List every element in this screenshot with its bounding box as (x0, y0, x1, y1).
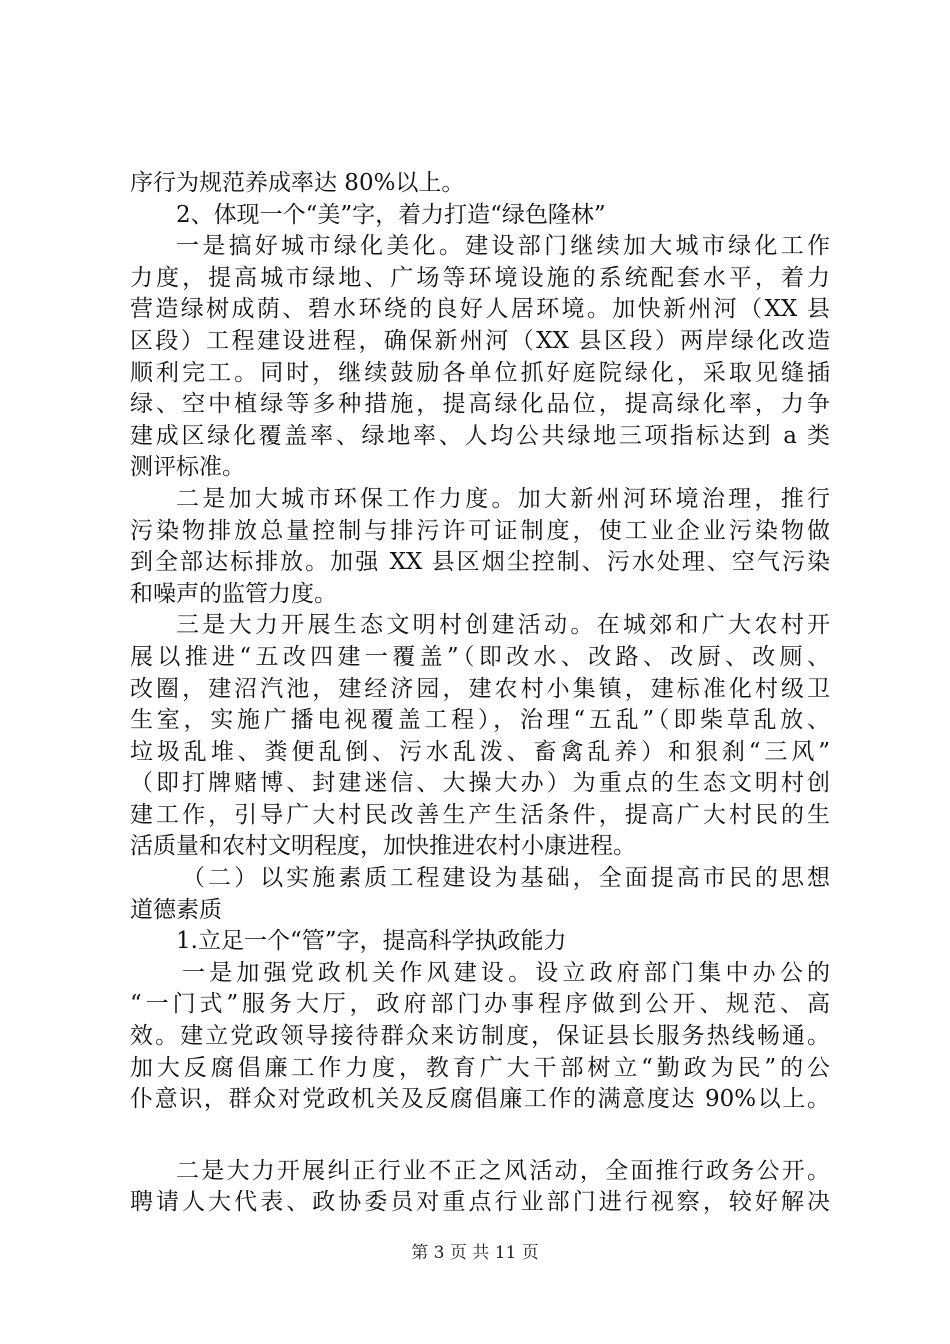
text-line: 绿、空中植绿等多种措施，提高绿化品位，提高绿化率，力争 (130, 391, 830, 418)
text-line: 污染物排放总量控制与排污许可证制度，使工业企业污染物做 (130, 517, 830, 544)
text-line: 效。建立党政领导接待群众来访制度，保证县长服务热线畅通。 (130, 1023, 830, 1050)
text-line: 二是大力开展纠正行业不正之风活动，全面推行政务公开。 (176, 1157, 830, 1184)
text-line: 一是搞好城市绿化美化。建设部门继续加大城市绿化工作 (176, 233, 830, 260)
text-line: 三是大力开展生态文明村创建活动。在城郊和广大农村开 (176, 612, 830, 639)
text-line: 聘请人大代表、政协委员对重点行业部门进行视察，较好解决 (130, 1189, 830, 1216)
text-line: 力度，提高城市绿地、广场等环境设施的系统配套水平，着力 (130, 264, 830, 291)
text-line: 序行为规范养成率达 80%以上。 (130, 170, 465, 196)
text-line: 建成区绿化覆盖率、绿地率、人均公共绿地三项指标达到 a 类 (130, 422, 830, 449)
text-line: 加大反腐倡廉工作力度，教育广大干部树立“勤政为民”的公 (130, 1054, 830, 1081)
text-line: 一是加强党政机关作风建设。设立政府部门集中办公的 (182, 959, 830, 986)
page-footer: 第 3 页 共 11 页 (411, 1243, 539, 1263)
text-line: 改圈，建沼汽池，建经济园，建农村小集镇，建标准化村级卫 (130, 675, 830, 702)
text-line: 二是加大城市环保工作力度。加大新州河环境治理，推行 (176, 485, 830, 512)
section-heading: 2、体现一个“美”字，着力打造“绿色隆林” (176, 201, 606, 228)
text-line: 仆意识，群众对党政机关及反腐倡廉工作的满意度达 90%以上。 (130, 1086, 830, 1113)
text-line: 到全部达标排放。加强 XX 县区烟尘控制、污水处理、空气污染 (130, 549, 830, 576)
text-line: 活质量和农村文明程度，加快推进农村小康进程。 (130, 833, 636, 860)
text-line: 营造绿树成荫、碧水环绕的良好人居环境。加快新州河（XX 县 (130, 296, 830, 323)
text-line: 和噪声的监管力度。 (130, 580, 337, 607)
paragraph-gap (130, 1116, 830, 1156)
subsection-heading: 1.立足一个“管”字，提高科学执政能力 (176, 928, 567, 955)
text-line: 垃圾乱堆、粪便乱倒、污水乱泼、畜禽乱养）和狠刹“三风” (130, 738, 830, 765)
text-line: 测评标准。 (130, 454, 245, 481)
text-line: 顺利完工。同时，继续鼓励各单位抓好庭院绿化，采取见缝插 (130, 359, 830, 386)
text-line: 区段）工程建设进程，确保新州河（XX 县区段）两岸绿化改造 (130, 327, 830, 354)
document-body (130, 168, 830, 1219)
text-line: 展以推进“五改四建一覆盖”（即改水、改路、改厨、改厕、 (130, 643, 830, 670)
section-heading: 道德素质 (130, 896, 222, 923)
text-line: 建工作，引导广大村民改善生产生活条件，提高广大村民的生 (130, 801, 830, 828)
section-heading: （二）以实施素质工程建设为基础，全面提高市民的思想 (182, 865, 830, 892)
text-line: “一门式”服务大厅，政府部门办事程序做到公开、规范、高 (130, 991, 830, 1018)
text-line: （即打牌赌博、封建迷信、大操大办）为重点的生态文明村创 (130, 770, 830, 797)
text-line: 生室，实施广播电视覆盖工程），治理“五乱”（即柴草乱放、 (130, 707, 830, 734)
